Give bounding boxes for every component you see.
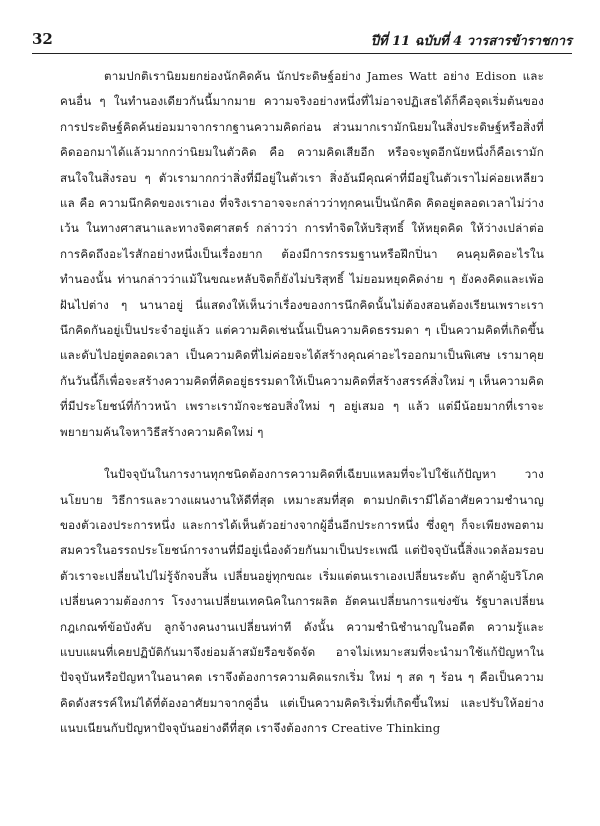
paragraph-2: ในปัจจุบันในการงานทุกชนิดต้องการความคิดที่เฉียบแหลมที่จะไปใช้แก้ปัญหา วางนโยบาย วิธีการและวางแผนงานให้ดีที่สุด เหมาะสมที่สุด ตามปกติเรามีได้อาศัยความชำนาญของตัวเองประการหนึ่ง และการได้เห็นตัวอย่างจากผู้อื่นอีกประการหนึ่ง ซึ่งดูๆ ก็จะเพียงพอตามสมควรในอรรถประโยชน์การงานที่มีอยู่เนื่องด้วยกันมาเป็นประเพณี แต่ปัจจุบันนี้สิ่งแวดล้อมรอบตัวเราจะเปลี่ยนไปไม่รู้จักจบสิ้น เปลี่ยนอยู่ทุกขณะ เริ่มแต่ตนเราเองเปลี่ยนระดับ ลูกค้าผู้บริโภคเปลี่ยนความต้องการ โรงงานเปลี่ยนเทคนิคในการผลิต อัตคนเปลี่ยนการแข่งขัน รัฐบาลเปลี่ยนกฎเกณฑ์ข้อบังคับ ลูกจ้างคนงานเปลี่ยนท่าที ดังนั้น ความชำนิชำนาญในอดีต ความรู้และแบบแผนที่เคยปฏิบัติกันมาจึงย่อมล้าสมัยรือขจัดจัด อาจไม่เหมาะสมที่จะนำมาใช้แก้ปัญหาในปัจจุบันหรือปัญหาในอนาคต เราจึงต้องการความคิดแรกเริ่ม ใหม่ ๆ สด ๆ ร้อน ๆ คือเป็นความคิดดังสรรค์ใหม่ได้ที่ต้องอาศัยมาจากคู่อื่น แต่เป็นความคิดริเริ่มที่เกิดขึ้นใหม่ และปรับให้อย่างแนบเนียนกับปัญหาปัจจุบันอย่างดีที่สุด เราจึงต้องการ Creative Thinking xyxy=(60,467,544,736)
paragraph-1: ตามปกติเรานิยมยกย่องนักคิดค้น นักประดิษฐ์อย่าง James Watt อย่าง Edison และคนอื่น ๆ ในทำนองเดียวกันนี้มากมาย ความจริงอย่างหนึ่งที่ไม่อาจปฏิเสธได้ก็คือจุดเริ่มต้นของการประดิษฐ์คิดค้นย่อมมาจากรากฐานความคิดก่อน ส่วนมากเรามักนิยมในสิ่งประดิษฐ์หรือสิ่งที่คิดออกมาได้แล้วมากกว่านิยมในตัวคิด คือ ความคิดเสียอีก หรือจะพูดอีกนัยหนึ่งก็คือเรามักสนใจในสิ่งรอบ ๆ ตัวเรามากกว่าสิ่งที่มีอยู่ในตัวเรา สิ่งอันมีคุณค่าที่มีอยู่ในตัวเราไม่ค่อยเหลียวแล คือ ความนึกคิดของเราเอง ที่จริงเราอาจจะกล่าวว่าทุกคนเป็นนักคิด คิดอยู่ตลอดเวลาไม่ว่างเว้น ในทางศาสนาและทางจิตศาสตร์ กล่าวว่า การทำจิตให้บริสุทธิ์ ให้หยุดคิด ให้ว่างเปล่าต่อการคิดถึงอะไรสักอย่างหนึ่งเป็นเรื่องยาก ต้องมีการกรรมฐานหรือฝึกปิ่นา คนคุมคิดอะไรในทำนองนั้น ท่านกล่าวว่าแม้ในขณะหลับจิตก็ยังไม่บริสุทธิ์ ไม่ยอมหยุดคิดง่าย ๆ ยังคงคิดและเพ้อฝันไปต่าง ๆ นานาอยู่ นี่แสดงให้เห็นว่าเรื่องของการนึกคิดนั้นไม่ต้องสอนต้องเรียนเพราะเรานึกคิดกันอยู่เป็นประจำอยู่แล้ว แต่ความคิดเช่นนั้นเป็นความคิดธรรมดา ๆ เป็นความคิดที่เกิดขึ้นและดับไปอยู่ตลอดเวลา เป็นความคิดที่ไม่ค่อยจะได้สร้างคุณค่าอะไรออกมาเป็นพิเศษ เรามาคุยกันวันนี้ก็เพื่อจะสร้างความคิดที่คิดอยู่ธรรมดาให้เป็นความคิดที่สร้างสรรค์สิ่งใหม่ ๆ เห็นความคิดที่มีประโยชน์ที่ก้าวหน้า เพราะเรามักจะชอบสิ่งใหม่ ๆ อยู่เสมอ ๆ แล้ว แต่มีน้อยมากที่เราจะพยายามค้นใจหาวิธีสร้างความคิดใหม่ ๆ xyxy=(60,69,544,439)
page-number: 32 xyxy=(32,30,53,48)
body-text xyxy=(60,64,544,742)
journal-title: ปีที่ 11 ฉบับที่ 4 วารสารข้าราชการ xyxy=(370,34,572,49)
header-divider xyxy=(32,53,572,54)
running-header xyxy=(32,30,572,52)
